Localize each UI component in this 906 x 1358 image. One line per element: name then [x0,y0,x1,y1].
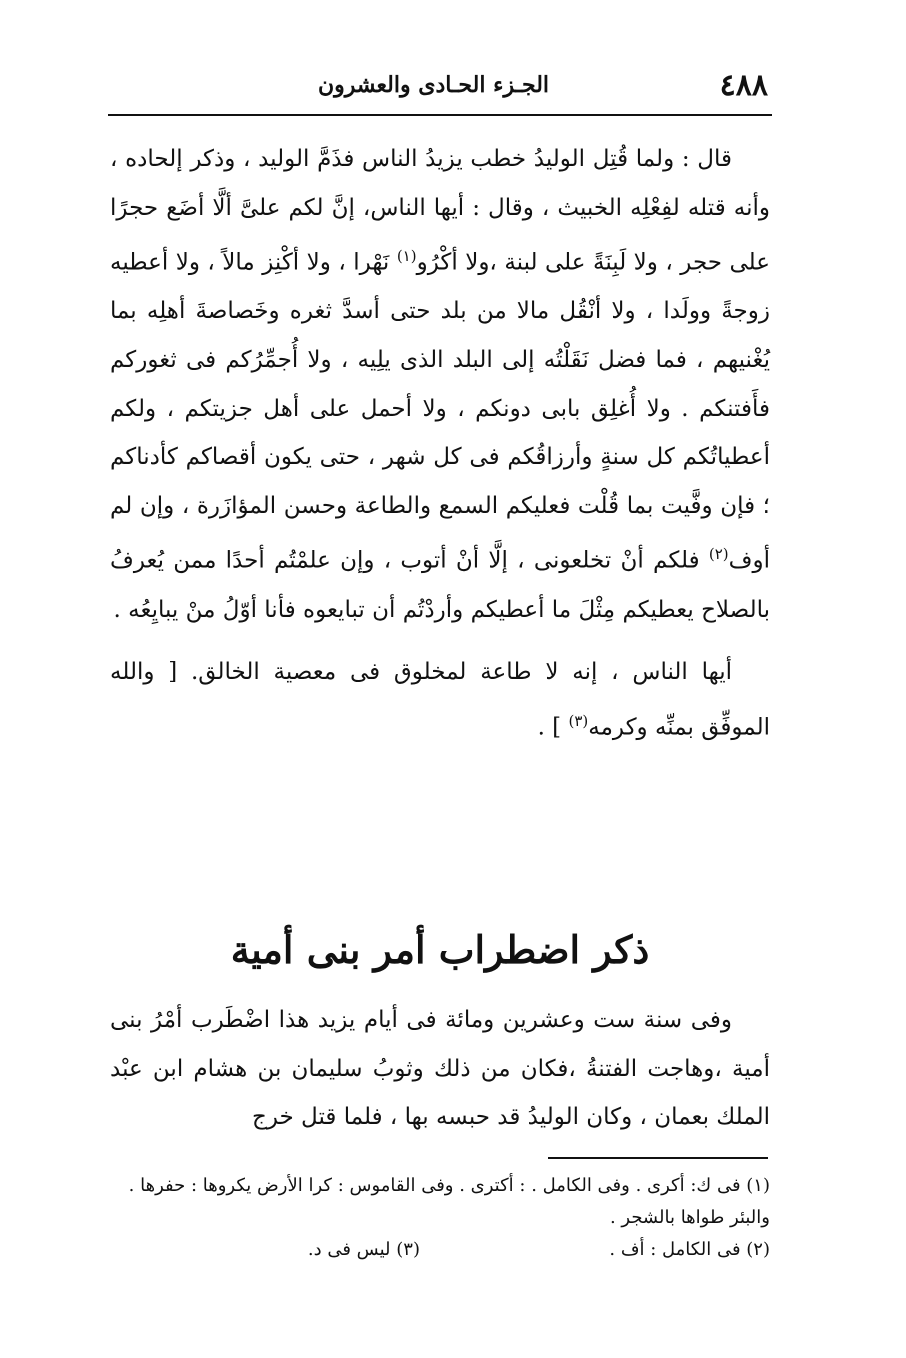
footnote-row [120,1234,770,1266]
section-heading: ذكر اضطراب أمر بنى أمية [230,927,650,972]
paragraph-1-part-c: فلكم أنْ تخلعونى ، إلَّا أنْ أتوب ، وإن علمْتُم أحدًا ممن يُعرفُ بالصلاح يعطيكم مِثْلَ ما أعطيكم وأردْتُم أن تبايعوه فأنا أوّلُ منْ يبايِعُه . [110,548,770,623]
section-paragraph-1: وفى سنة ست وعشرين ومائة فى أيام يزيد هذا اضْطَرب أمْرُ بنى أمية ،وهاجت الفتنةُ ،فكان من ذلك وثوبُ سليمان بن هشام ابن عبْد الملك بعمان ، وكان الوليدُ قد حبسه بها ، فلما قتل خرج [110,1007,770,1131]
page-number: ٤٨٨ [719,67,768,103]
footnote-1: (١) فى ك: أكرى . وفى الكامل . : أكترى . وفى القاموس : كرا الأرض يكروها : حفرها . والبئر طواها بالشجر . [128,1175,770,1228]
footnote-marker-2: (٢) [708,545,729,564]
page-header [108,62,768,108]
section-text [110,996,770,1142]
footnotes [120,1170,770,1266]
running-title: الجـزء الحـادى والعشرون [318,72,550,98]
footnote-3: (٣) ليس فى د. [307,1239,420,1260]
paragraph-2-text: أيها الناس ، إنه لا طاعة لمخلوق فى معصية الخالق. [ والله الموفِّق بمنِّه وكرمه [110,659,770,741]
footnote-marker-3: (٣) [568,711,589,730]
paragraph-2 [110,648,770,752]
main-text [110,135,770,752]
footnote-marker-1: (١) [396,247,417,266]
paragraph-1-part-b: نَهْرا ، ولا أكْنِز مالاً ، ولا أعطيه زوجةً وولَدا ، ولا أنْقُل مالا من بلد حتى أسدَّ ثغره وخَصاصةَ أهلِه بما يُغْنيهم ، فما فضل نَقَلْتُه إلى البلد الذى يلِيه ، ولا أُجمِّرُكم فى ثغوركم فأَفتنكم . ولا أُغلِق بابى دونكم ، ولا أحمل على أهل جزيتكم ، ولكم أعطياتُكم كل سنةٍ وأرزاقُكم فى كل شهر ، حتى يكون أقصاكم كأدناكم ؛ فإن وفَّيت بما قُلْت فعليكم السمع والطاعة وحسن المؤازَرة ، وإن لم أوف [110,249,770,575]
footnote-rule [548,1157,768,1159]
header-rule [108,114,772,116]
footnote-2: (٢) فى الكامل : أف . [609,1239,770,1260]
paragraph-1 [110,135,770,634]
paragraph-2-end: ] . [537,714,569,741]
paragraph-1-part-a: قال : ولما قُتِل الوليدُ خطب يزيدُ الناس فذَمَّ الوليد ، وذكر إلحاده ، وأنه قتله لفِعْلِه الخبيث ، وقال : أيها الناس، إنَّ لكم علىَّ ألَّا أضَع حجرًا على حجر ، ولا لَبِنَةً على لبنة ،ولا أكْرُو [110,146,770,276]
